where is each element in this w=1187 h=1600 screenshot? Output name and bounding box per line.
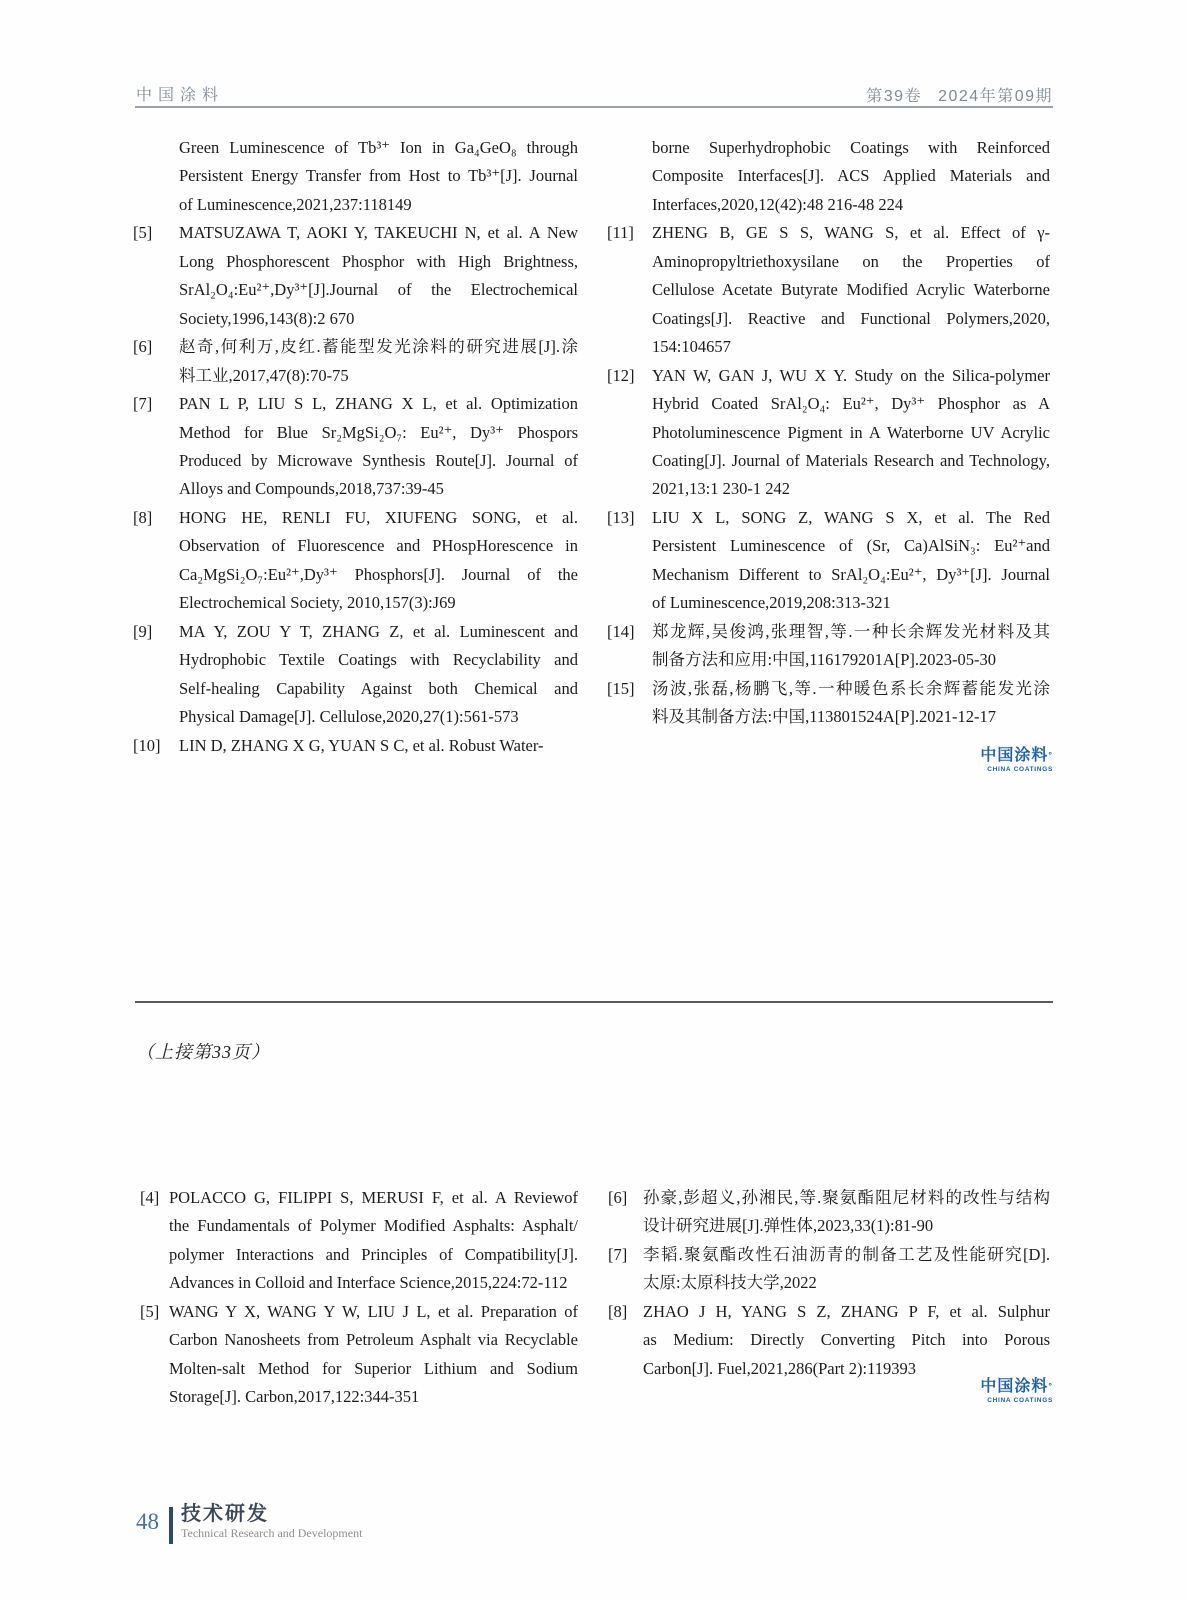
reference-text [179, 219, 578, 333]
reference-text [179, 732, 578, 760]
reference-line: Hybrid Coated SrAl₂O₄: Eu²⁺, Dy³⁺ Phosphor as A [652, 394, 1050, 414]
reference-line: Ca₂MgSi₂O₇:Eu²⁺,Dy³⁺ Phosphors[J]. Journal of the [179, 564, 578, 584]
reference-line: Green Luminescence of Tb³⁺ Ion in Ga₄GeO₈ through [179, 138, 578, 157]
reference-text [652, 219, 1050, 361]
references-column-top-right [607, 134, 1050, 732]
references-column-bottom-right [608, 1184, 1050, 1383]
volume-label: 第39卷 [866, 88, 923, 105]
reference-item [140, 1184, 578, 1298]
reference-item [608, 1184, 1050, 1241]
reference-line: MATSUZAWA T, AOKI Y, TAKEUCHI N, et al. A New [179, 223, 578, 243]
reference-line: of Luminescence,2019,208:313-321 [652, 593, 891, 613]
reference-line: 李韬.聚氨酯改性石油沥青的制备工艺及性能研究[D]. [643, 1244, 1050, 1264]
reference-line: PAN L P, LIU S L, ZHANG X L, et al. Optimization [179, 394, 578, 414]
page-footer [136, 1500, 362, 1544]
logo-trademark: ° [1048, 1381, 1053, 1391]
reference-line: SrAl₂O₄:Eu²⁺,Dy³⁺[J].Journal of the Electrochemical [179, 280, 578, 300]
logo-cn-label: 中国涂料 [980, 1378, 1049, 1395]
reference-number: [8] [133, 507, 153, 527]
reference-number: [11] [607, 223, 634, 243]
reference-number: [6] [133, 337, 153, 357]
logo-text-en: CHINA COATINGS [987, 1397, 1053, 1404]
reference-line: LIU X L, SONG Z, WANG S X, et al. The Red [652, 507, 1050, 527]
reference-number: [5] [133, 223, 153, 243]
reference-text [643, 1184, 1050, 1241]
reference-text [169, 1184, 578, 1298]
reference-text [179, 618, 578, 732]
reference-line: Photoluminescence Pigment in A Waterborne UV Acrylic [652, 422, 1050, 442]
reference-line: 太原:太原科技大学,2022 [643, 1273, 817, 1293]
reference-text [652, 134, 1050, 219]
reference-number: [10] [133, 735, 161, 755]
reference-line: polymer Interactions and Principles of Compatibility[J]. [169, 1244, 578, 1264]
reference-line: of Luminescence,2021,237:118149 [179, 194, 412, 214]
logo-text-cn [980, 1378, 1053, 1395]
reference-number: [4] [140, 1188, 160, 1207]
reference-text [179, 333, 578, 390]
references-column-top-left [133, 134, 578, 760]
reference-line: borne Superhydrophobic Coatings with Reinforced [652, 138, 1050, 157]
reference-item [133, 618, 578, 732]
reference-item [133, 134, 578, 219]
reference-line: LIN D, ZHANG X G, YUAN S C, et al. Robust Water- [179, 735, 544, 755]
reference-item [133, 504, 578, 618]
reference-line: Molten-salt Method for Superior Lithium and Sodium [169, 1358, 578, 1378]
reference-number: [8] [608, 1301, 628, 1321]
reference-line: Hydrophobic Textile Coatings with Recyclability and [179, 650, 578, 670]
reference-line: ZHENG B, GE S S, WANG S, et al. Effect of γ- [652, 223, 1050, 243]
reference-text [652, 618, 1050, 675]
reference-line: Coatings[J]. Reactive and Functional Polymers,2020, [652, 308, 1050, 328]
journal-title: 中国涂料 [136, 87, 225, 104]
reference-text [179, 390, 578, 504]
issue-label: 2024年第09期 [938, 88, 1053, 105]
reference-line: Persistent Luminescence of (Sr, Ca)AlSiN₃: Eu²⁺and [652, 536, 1050, 556]
reference-item [133, 333, 578, 390]
reference-line: 154:104657 [652, 337, 731, 357]
logo-text-en: CHINA COATINGS [987, 766, 1053, 773]
page-number: 48 [136, 1509, 159, 1534]
reference-item [133, 219, 578, 333]
reference-line: Alloys and Compounds,2018,737:39-45 [179, 479, 444, 499]
section-title-block [181, 1500, 362, 1539]
reference-text [643, 1241, 1050, 1298]
reference-number: [9] [133, 621, 153, 641]
reference-text [179, 504, 578, 618]
references-column-bottom-left [140, 1184, 578, 1412]
reference-text [652, 504, 1050, 618]
header-rule [135, 106, 1053, 108]
logo-text-cn [980, 747, 1053, 764]
reference-item [607, 219, 1050, 361]
reference-text [169, 1298, 578, 1412]
reference-line: 汤波,张磊,杨鹏飞,等.一种暖色系长余辉蓄能发光涂 [652, 678, 1050, 698]
reference-item [607, 675, 1050, 732]
continued-from-note: （上接第33页） [136, 1042, 270, 1062]
reference-line: Cellulose Acetate Butyrate Modified Acrylic Waterborne [652, 280, 1050, 300]
reference-line: Electrochemical Society, 2010,157(3):J69 [179, 593, 456, 613]
reference-line: MA Y, ZOU Y T, ZHANG Z, et al. Luminescent and [179, 621, 578, 641]
reference-line: 郑龙辉,吴俊鸿,张理智,等.一种长余辉发光材料及其 [652, 621, 1050, 641]
reference-item [607, 504, 1050, 618]
reference-line: 料及其制备方法:中国,113801524A[P].2021-12-17 [652, 707, 997, 727]
reference-line: Physical Damage[J]. Cellulose,2020,27(1):561-573 [179, 707, 519, 727]
reference-item [608, 1241, 1050, 1298]
reference-number: [14] [607, 621, 635, 641]
reference-line: as Medium: Directly Converting Pitch into Porous [643, 1330, 1050, 1350]
reference-line: Composite Interfaces[J]. ACS Applied Materials and [652, 166, 1050, 186]
reference-line: Persistent Energy Transfer from Host to Tb³⁺[J]. Journal [179, 166, 578, 186]
reference-line: Society,1996,143(8):2 670 [179, 308, 355, 328]
reference-number: [7] [133, 394, 153, 414]
china-coatings-logo [980, 1378, 1053, 1404]
reference-line: YAN W, GAN J, WU X Y. Study on the Silica-polymer [652, 365, 1050, 385]
reference-number: [12] [607, 365, 635, 385]
footer-divider-bar [169, 1507, 173, 1544]
reference-item [133, 390, 578, 504]
reference-line: the Fundamentals of Polymer Modified Asphalts: Asphalt/ [169, 1216, 578, 1236]
reference-number: [7] [608, 1244, 628, 1264]
reference-line: WANG Y X, WANG Y W, LIU J L, et al. Preparation of [169, 1301, 578, 1321]
reference-line: POLACCO G, FILIPPI S, MERUSI F, et al. A Reviewof [169, 1188, 578, 1207]
reference-number [133, 134, 179, 219]
reference-line: Method for Blue Sr₂MgSi₂O₇: Eu²⁺, Dy³⁺ Phospors [179, 422, 578, 442]
reference-line: 设计研究进展[J].弹性体,2023,33(1):81-90 [643, 1216, 934, 1236]
reference-line: ZHAO J H, YANG S Z, ZHANG P F, et al. Sulphur [643, 1301, 1050, 1321]
reference-item [140, 1298, 578, 1412]
reference-line: Long Phosphorescent Phosphor with High Brightness, [179, 251, 578, 271]
reference-line: 孙豪,彭超义,孙湘民,等.聚氨酯阻尼材料的改性与结构 [643, 1188, 1050, 1207]
section-title-cn: 技术研发 [181, 1503, 269, 1525]
reference-line: Observation of Fluorescence and PHospHorescence in [179, 536, 578, 556]
reference-line: Coating[J]. Journal of Materials Research and Technology, [652, 450, 1050, 470]
reference-text [652, 675, 1050, 732]
reference-line: Mechanism Different to SrAl₂O₄:Eu²⁺, Dy³⁺[J]. Journal [652, 564, 1050, 584]
reference-line: Storage[J]. Carbon,2017,122:344-351 [169, 1387, 420, 1407]
reference-text [179, 134, 578, 219]
section-title-en: Technical Research and Development [181, 1526, 363, 1540]
reference-line: Advances in Colloid and Interface Science,2015,224:72-112 [169, 1273, 568, 1293]
reference-line: Produced by Microwave Synthesis Route[J]. Journal of [179, 450, 578, 470]
reference-line: Carbon Nanosheets from Petroleum Asphalt via Recyclable [169, 1330, 578, 1350]
reference-line: 料工业,2017,47(8):70-75 [179, 365, 349, 385]
reference-item [133, 732, 578, 760]
reference-item [607, 134, 1050, 219]
china-coatings-logo [980, 747, 1053, 773]
reference-item [608, 1298, 1050, 1383]
reference-number: [5] [140, 1301, 160, 1321]
reference-item [607, 362, 1050, 504]
reference-line: Self-healing Capability Against both Chemical and [179, 678, 578, 698]
reference-text [643, 1298, 1050, 1383]
reference-line: Carbon[J]. Fuel,2021,286(Part 2):119393 [643, 1358, 916, 1378]
reference-number [607, 134, 652, 219]
reference-number: [15] [607, 678, 635, 698]
logo-trademark: ° [1048, 750, 1053, 760]
reference-line: Aminopropyltriethoxysilane on the Properties of [652, 251, 1050, 271]
reference-number: [13] [607, 507, 635, 527]
volume-issue [866, 83, 1053, 106]
reference-line: 2021,13:1 230-1 242 [652, 479, 790, 499]
reference-item [607, 618, 1050, 675]
section-divider-rule [135, 1001, 1053, 1003]
reference-line: 赵奇,何利万,皮红.蓄能型发光涂料的研究进展[J].涂 [179, 337, 578, 357]
reference-line: 制备方法和应用:中国,116179201A[P].2023-05-30 [652, 650, 997, 670]
reference-line: Interfaces,2020,12(42):48 216-48 224 [652, 194, 904, 214]
reference-text [652, 362, 1050, 504]
reference-number: [6] [608, 1188, 628, 1207]
logo-cn-label: 中国涂料 [980, 747, 1049, 764]
reference-line: HONG HE, RENLI FU, XIUFENG SONG, et al. [179, 507, 578, 527]
